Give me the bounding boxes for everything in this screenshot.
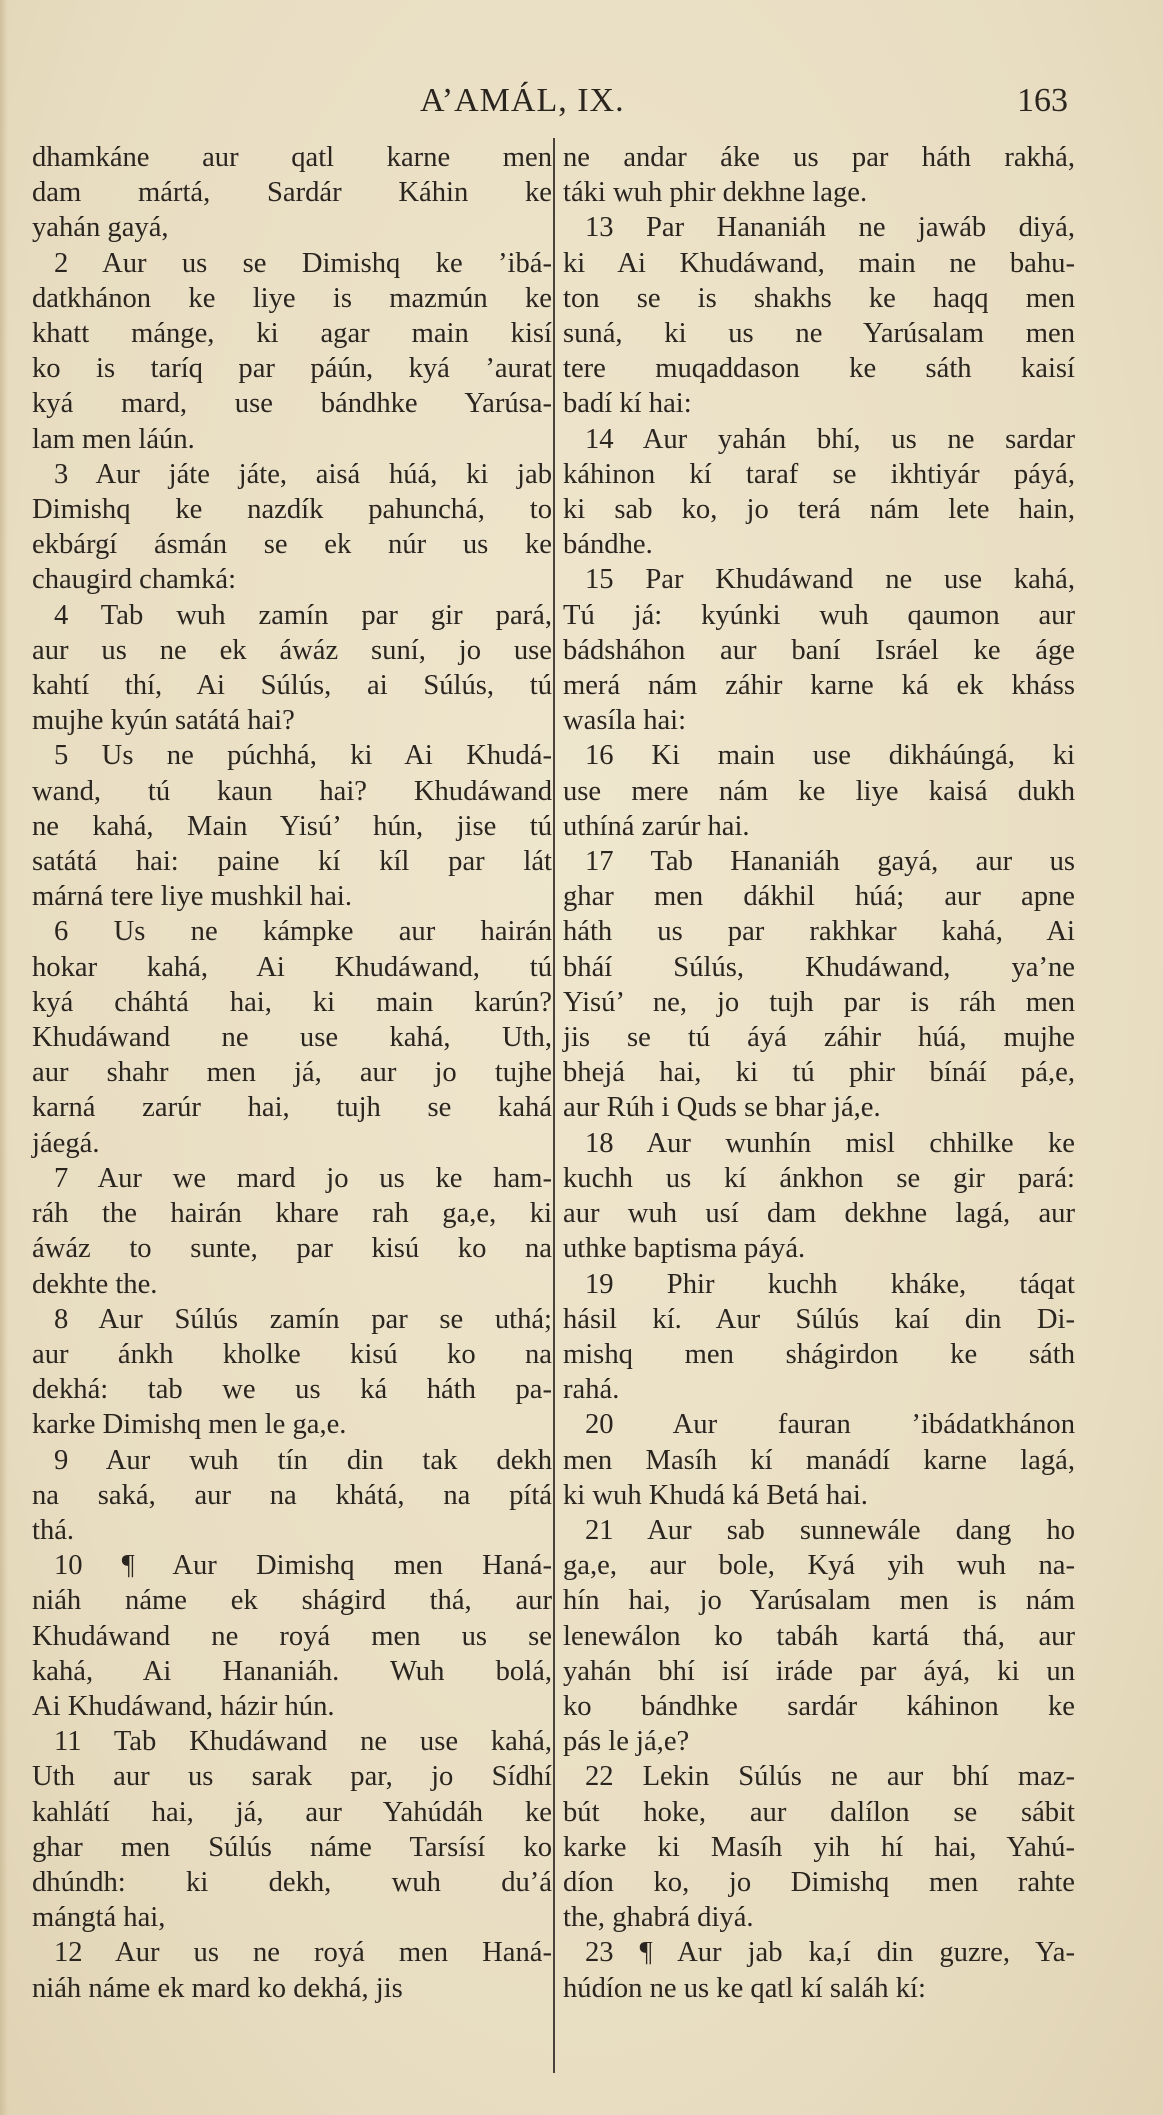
text-line: aur ánkh kholke kisú ko na bbox=[32, 1338, 552, 1370]
right-column bbox=[563, 140, 1075, 2006]
text-line: dhúndh: ki dekh, wuh du’á bbox=[32, 1866, 552, 1898]
verse-paragraph bbox=[32, 1302, 552, 1443]
verse-paragraph bbox=[563, 1759, 1075, 1935]
text-line: yahán gayá, bbox=[32, 212, 169, 244]
text-line: bhejá hai, ki tú phir bínáí pá,e, bbox=[563, 1057, 1075, 1089]
text-line: Ai Khudáwand, házir hún. bbox=[32, 1690, 335, 1722]
text-line: mujhe kyún satátá hai? bbox=[32, 705, 295, 737]
text-line: hásil kí. Aur Súlús kaí din Di- bbox=[563, 1303, 1075, 1335]
verse-paragraph bbox=[32, 1443, 552, 1549]
text-line: 16 Ki main use dikháúngá, ki bbox=[585, 740, 1075, 772]
verse-paragraph bbox=[32, 598, 552, 739]
verse-paragraph bbox=[32, 914, 552, 1160]
text-line: jáegá. bbox=[32, 1127, 100, 1159]
text-line: ko bándhke sardár káhinon ke bbox=[563, 1690, 1075, 1722]
text-line: 10 ¶ Aur Dimishq men Haná- bbox=[54, 1550, 552, 1582]
text-line: aur us ne ek áwáz suní, jo use bbox=[32, 634, 552, 666]
column-divider bbox=[553, 138, 555, 2073]
text-line: hokar kahá, Ai Khudáwand, tú bbox=[32, 951, 552, 983]
verse-paragraph bbox=[563, 1513, 1075, 1759]
text-line: húdíon ne us ke qatl kí saláh kí: bbox=[563, 1972, 926, 2004]
text-line: lenewálon ko tabáh kartá thá, aur bbox=[563, 1620, 1075, 1652]
text-line: uthke baptisma páyá. bbox=[563, 1233, 806, 1265]
text-line: chaugird chamká: bbox=[32, 564, 237, 596]
text-line: 23 ¶ Aur jab ka,í din guzre, Ya- bbox=[585, 1937, 1075, 1969]
text-line: ráh the hairán khare rah ga,e, ki bbox=[32, 1198, 552, 1230]
text-line: Tú já: kyúnki wuh qaumon aur bbox=[563, 599, 1075, 631]
verse-paragraph bbox=[32, 246, 552, 457]
text-line: tere muqaddason ke sáth kaisí bbox=[563, 353, 1075, 385]
text-line: 17 Tab Hananiáh gayá, aur us bbox=[585, 846, 1075, 878]
text-line: 4 Tab wuh zamín par gir pará, bbox=[54, 599, 552, 631]
text-line: aur wuh usí dam dekhne lagá, aur bbox=[563, 1198, 1075, 1230]
text-line: khatt mánge, ki agar main kisí bbox=[32, 318, 552, 350]
text-line: badí kí hai: bbox=[563, 388, 692, 420]
verse-paragraph bbox=[32, 1161, 552, 1302]
text-line: dhamkáne aur qatl karne men bbox=[32, 142, 552, 173]
text-line: kahtí thí, Ai Súlús, ai Súlús, tú bbox=[32, 670, 552, 702]
text-line: 5 Us ne púchhá, ki Ai Khudá- bbox=[54, 740, 552, 772]
text-line: 21 Aur sab sunnewále dang ho bbox=[585, 1514, 1075, 1546]
text-line: wasíla hai: bbox=[563, 705, 687, 737]
text-line: datkhánon ke liye is mazmún ke bbox=[32, 282, 552, 314]
text-line: díon ko, jo Dimishq men rahte bbox=[563, 1866, 1075, 1898]
text-line: satátá hai: paine kí kíl par lát bbox=[32, 846, 552, 878]
text-line: wand, tú kaun hai? Khudáwand bbox=[32, 775, 552, 807]
verse-paragraph bbox=[32, 1724, 552, 1935]
text-line: bádsháhon aur baní Isráel ke áge bbox=[563, 634, 1075, 666]
text-line: dam mártá, Sardár Káhin ke bbox=[32, 177, 552, 209]
text-line: ga,e, aur bole, Kyá yih wuh na- bbox=[563, 1550, 1075, 1582]
text-line: Uth aur us sarak par, jo Sídhí bbox=[32, 1761, 552, 1793]
verse-paragraph bbox=[563, 1935, 1075, 2005]
text-line: karná zarúr hai, tujh se kahá bbox=[32, 1092, 552, 1124]
verse-paragraph bbox=[563, 140, 1075, 210]
left-column bbox=[32, 140, 552, 2006]
text-line: 12 Aur us ne royá men Haná- bbox=[54, 1937, 552, 1969]
text-line: niáh náme ek mard ko dekhá, jis bbox=[32, 1972, 403, 2004]
text-line: kahá, Ai Hananiáh. Wuh bolá, bbox=[32, 1655, 552, 1687]
verse-paragraph bbox=[563, 738, 1075, 844]
text-line: Khudáwand ne use kahá, Uth, bbox=[32, 1022, 552, 1054]
text-line: áwáz to sunte, par kisú ko na bbox=[32, 1233, 552, 1265]
text-line: ki wuh Khudá ká Betá hai. bbox=[563, 1479, 868, 1511]
text-line: háth us par rakhkar kahá, Ai bbox=[563, 916, 1075, 948]
verse-paragraph bbox=[563, 422, 1075, 563]
running-title: A’AMÁL, IX. bbox=[420, 82, 625, 119]
text-line: the, ghabrá diyá. bbox=[563, 1902, 754, 1934]
text-line: jis se tú áyá záhir húá, mujhe bbox=[563, 1022, 1075, 1054]
text-line: aur shahr men já, aur jo tujhe bbox=[32, 1057, 552, 1089]
verse-paragraph bbox=[32, 1935, 552, 2005]
text-line: karke ki Masíh yih hí hai, Yahú- bbox=[563, 1831, 1075, 1863]
text-line: ton se is shakhs ke haqq men bbox=[563, 282, 1075, 314]
verse-paragraph bbox=[563, 562, 1075, 738]
text-line: kyá cháhtá hai, ki main karún? bbox=[32, 986, 552, 1018]
text-line: kyá mard, use bándhke Yarúsa- bbox=[32, 388, 552, 420]
text-line: rahá. bbox=[563, 1374, 620, 1406]
verse-paragraph bbox=[32, 140, 552, 246]
text-line: 18 Aur wunhín misl chhilke ke bbox=[585, 1127, 1075, 1159]
text-line: 9 Aur wuh tín din tak dekh bbox=[54, 1444, 552, 1476]
page-number: 163 bbox=[1017, 82, 1068, 119]
text-line: ne andar áke us par háth rakhá, bbox=[563, 142, 1075, 173]
verse-paragraph bbox=[32, 457, 552, 598]
verse-paragraph bbox=[32, 738, 552, 914]
verse-paragraph bbox=[563, 210, 1075, 421]
text-line: bándhe. bbox=[563, 529, 653, 561]
text-line: uthíná zarúr hai. bbox=[563, 810, 750, 842]
text-line: yahán bhí isí iráde par áyá, ki un bbox=[563, 1655, 1075, 1687]
text-line: ki Ai Khudáwand, main ne bahu- bbox=[563, 247, 1075, 279]
text-line: aur Rúh i Quds se bhar já,e. bbox=[563, 1092, 881, 1124]
text-line: mángtá hai, bbox=[32, 1902, 166, 1934]
text-line: márná tere liye mushkil hai. bbox=[32, 881, 352, 913]
text-line: táki wuh phir dekhne lage. bbox=[563, 177, 868, 209]
text-line: 6 Us ne kámpke aur hairán bbox=[54, 916, 552, 948]
text-line: 20 Aur fauran ’ibádatkhánon bbox=[585, 1409, 1075, 1441]
text-line: ghar men Súlús náme Tarsísí ko bbox=[32, 1831, 552, 1863]
text-line: dekhá: tab we us ká háth pa- bbox=[32, 1374, 552, 1406]
text-line: use mere nám ke liye kaisá dukh bbox=[563, 775, 1075, 807]
text-line: Yisú’ ne, jo tujh par is ráh men bbox=[563, 986, 1075, 1018]
text-line: 8 Aur Súlús zamín par se uthá; bbox=[54, 1303, 552, 1335]
text-line: bháí Súlús, Khudáwand, ya’ne bbox=[563, 951, 1075, 983]
text-line: dekhte the. bbox=[32, 1268, 158, 1300]
text-line: 15 Par Khudáwand ne use kahá, bbox=[585, 564, 1075, 596]
text-line: hín hai, jo Yarúsalam men is nám bbox=[563, 1585, 1075, 1617]
text-line: merá nám záhir karne ká ek kháss bbox=[563, 670, 1075, 702]
text-line: 13 Par Hananiáh ne jawáb diyá, bbox=[585, 212, 1075, 244]
verse-paragraph bbox=[563, 1126, 1075, 1267]
text-line: thá. bbox=[32, 1514, 75, 1546]
text-line: 11 Tab Khudáwand ne use kahá, bbox=[54, 1726, 552, 1758]
text-line: 19 Phir kuchh kháke, táqat bbox=[585, 1268, 1075, 1300]
text-line: Khudáwand ne royá men us se bbox=[32, 1620, 552, 1652]
text-line: Dimishq ke nazdík pahunchá, to bbox=[32, 494, 552, 526]
text-line: ki sab ko, jo terá nám lete hain, bbox=[563, 494, 1075, 526]
text-line: suná, ki us ne Yarúsalam men bbox=[563, 318, 1075, 350]
page-header bbox=[0, 82, 1163, 132]
verse-paragraph bbox=[563, 1267, 1075, 1408]
text-line: mishq men shágirdon ke sáth bbox=[563, 1338, 1075, 1370]
verse-paragraph bbox=[563, 844, 1075, 1126]
text-line: ko is taríq par páún, kyá ’aurat bbox=[32, 353, 552, 385]
text-line: kuchh us kí ánkhon se gir pará: bbox=[563, 1162, 1075, 1194]
verse-paragraph bbox=[563, 1407, 1075, 1513]
text-line: niáh náme ek shágird thá, aur bbox=[32, 1585, 552, 1617]
text-line: 14 Aur yahán bhí, us ne sardar bbox=[585, 423, 1075, 455]
text-line: bút hoke, aur dalílon se sábit bbox=[563, 1796, 1075, 1828]
text-line: ghar men dákhil húá; aur apne bbox=[563, 881, 1075, 913]
text-line: lam men láún. bbox=[32, 423, 195, 455]
text-line: 7 Aur we mard jo us ke ham- bbox=[54, 1162, 552, 1194]
text-line: men Masíh kí manádí karne lagá, bbox=[563, 1444, 1075, 1476]
text-line: 2 Aur us se Dimishq ke ’ibá- bbox=[54, 247, 552, 279]
text-line: kahlátí hai, já, aur Yahúdáh ke bbox=[32, 1796, 552, 1828]
text-line: karke Dimishq men le ga,e. bbox=[32, 1409, 347, 1441]
text-line: na saká, aur na khátá, na pítá bbox=[32, 1479, 552, 1511]
text-line: 3 Aur játe játe, aisá húá, ki jab bbox=[54, 458, 552, 490]
text-line: ne kahá, Main Yisú’ hún, jise tú bbox=[32, 810, 552, 842]
text-line: pás le já,e? bbox=[563, 1726, 690, 1758]
page-edge-shadow bbox=[0, 0, 8, 2115]
text-line: ekbárgí ásmán se ek núr us ke bbox=[32, 529, 552, 561]
text-line: káhinon kí taraf se ikhtiyár páyá, bbox=[563, 458, 1075, 490]
text-line: 22 Lekin Súlús ne aur bhí maz- bbox=[585, 1761, 1075, 1793]
verse-paragraph bbox=[32, 1548, 552, 1724]
